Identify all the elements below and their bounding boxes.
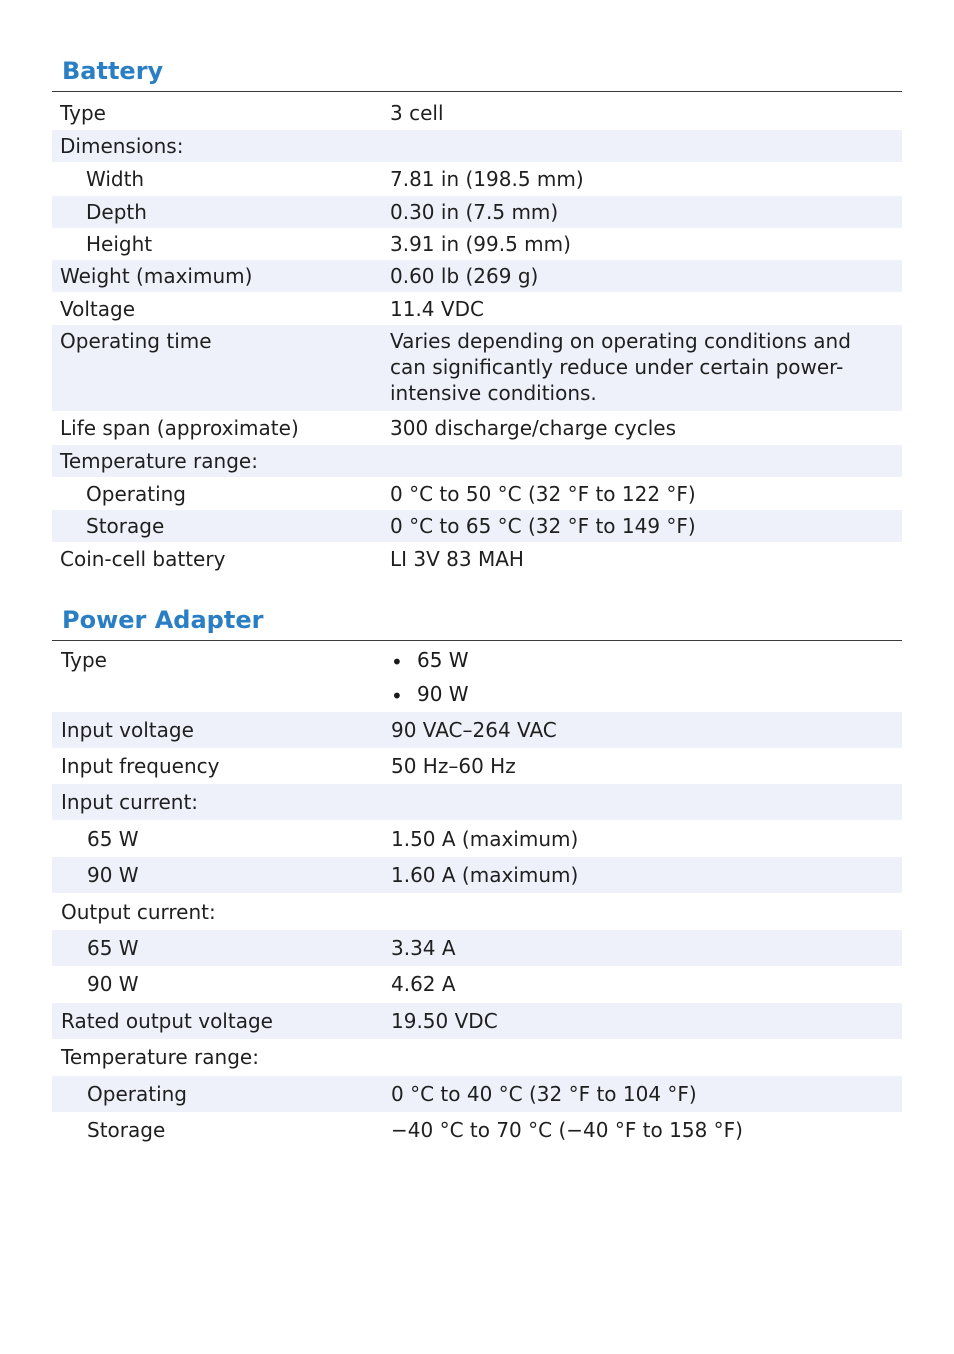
adapter-row-input-frequency [52, 748, 902, 784]
spec-label: Type [61, 648, 107, 672]
spec-value: 90 VAC–264 VAC [391, 718, 557, 742]
battery-row-voltage [52, 293, 902, 325]
spec-value: 3 cell [390, 101, 444, 125]
adapter-row-rated-output-voltage [52, 1003, 902, 1039]
battery-row-width [52, 163, 902, 195]
spec-value: LI 3V 83 MAH [390, 547, 524, 571]
spec-label: Type [60, 101, 106, 125]
spec-value: 0 °C to 40 °C (32 °F to 104 °F) [391, 1082, 697, 1106]
battery-row-storage-temp [52, 510, 902, 542]
spec-value: 19.50 VDC [391, 1009, 498, 1033]
spec-value: 300 discharge/charge cycles [390, 416, 677, 440]
spec-label: 90 W [87, 863, 139, 887]
spec-value: 7.81 in (198.5 mm) [390, 167, 584, 191]
spec-label: Weight (maximum) [60, 264, 253, 288]
battery-row-depth [52, 196, 902, 228]
spec-label: Output current: [61, 900, 216, 924]
spec-value: Varies depending on operating conditions and can significantly reduce under certain power-intensive conditions. [390, 329, 851, 405]
spec-value: 0 °C to 65 °C (32 °F to 149 °F) [390, 514, 696, 538]
battery-heading-rule [52, 91, 902, 92]
spec-label: Operating [86, 482, 186, 506]
spec-value: 4.62 A [391, 972, 456, 996]
battery-row-life-span [52, 412, 902, 444]
battery-row-weight [52, 260, 902, 292]
spec-label: Temperature range: [61, 1045, 259, 1069]
spec-label: Storage [87, 1118, 166, 1142]
spec-value: 0 °C to 50 °C (32 °F to 122 °F) [390, 482, 696, 506]
battery-row-operating-temp [52, 478, 902, 510]
spec-label: Height [86, 232, 153, 256]
adapter-row-input-voltage [52, 712, 902, 748]
spec-label: 90 W [87, 972, 139, 996]
spec-label: Life span (approximate) [60, 416, 299, 440]
spec-value: 3.91 in (99.5 mm) [390, 232, 571, 256]
spec-value: 1.60 A (maximum) [391, 863, 579, 887]
spec-label: Depth [86, 200, 147, 224]
adapter-row-input-90w [52, 857, 902, 893]
spec-label: Rated output voltage [61, 1009, 273, 1033]
spec-value: 0.60 lb (269 g) [390, 264, 539, 288]
spec-value: 3.34 A [391, 936, 456, 960]
power-adapter-heading: Power Adapter [62, 606, 264, 634]
spec-label: Coin-cell battery [60, 547, 226, 571]
spec-label: Width [86, 167, 145, 191]
adapter-row-output-65w [52, 930, 902, 966]
adapter-row-operating-temp [52, 1076, 902, 1112]
spec-value: 1.50 A (maximum) [391, 827, 579, 851]
spec-value: 11.4 VDC [390, 297, 484, 321]
spec-label: 65 W [87, 827, 139, 851]
spec-label: 65 W [87, 936, 139, 960]
battery-row-coin-cell [52, 543, 902, 575]
spec-label: Voltage [60, 297, 136, 321]
bullet-icon: • [391, 650, 403, 674]
spec-label: Input frequency [61, 754, 220, 778]
type-bullet-item: 65 W [417, 648, 469, 672]
adapter-row-input-65w [52, 821, 902, 857]
spec-label: Storage [86, 514, 165, 538]
bullet-icon: • [391, 684, 403, 708]
adapter-row-output-current [52, 894, 902, 930]
type-bullet-item: 90 W [417, 682, 469, 706]
battery-heading: Battery [62, 57, 164, 85]
spec-value: 0.30 in (7.5 mm) [390, 200, 559, 224]
battery-row-dimensions [52, 130, 902, 162]
adapter-row-output-90w [52, 966, 902, 1002]
spec-label: Dimensions: [60, 134, 184, 158]
spec-value: −40 °C to 70 °C (−40 °F to 158 °F) [391, 1118, 743, 1142]
spec-label: Operating time [60, 329, 212, 353]
spec-label: Temperature range: [60, 449, 258, 473]
battery-row-type [52, 97, 902, 129]
adapter-row-temperature-range [52, 1039, 902, 1075]
adapter-row-type [52, 641, 902, 711]
battery-row-temperature-range [52, 445, 902, 477]
spec-label: Input voltage [61, 718, 194, 742]
spec-label: Operating [87, 1082, 187, 1106]
adapter-row-input-current [52, 784, 902, 820]
spec-label: Input current: [61, 790, 199, 814]
spec-value: 50 Hz–60 Hz [391, 754, 516, 778]
adapter-row-storage-temp [52, 1112, 902, 1148]
battery-row-height [52, 228, 902, 260]
battery-row-operating-time [52, 325, 902, 411]
